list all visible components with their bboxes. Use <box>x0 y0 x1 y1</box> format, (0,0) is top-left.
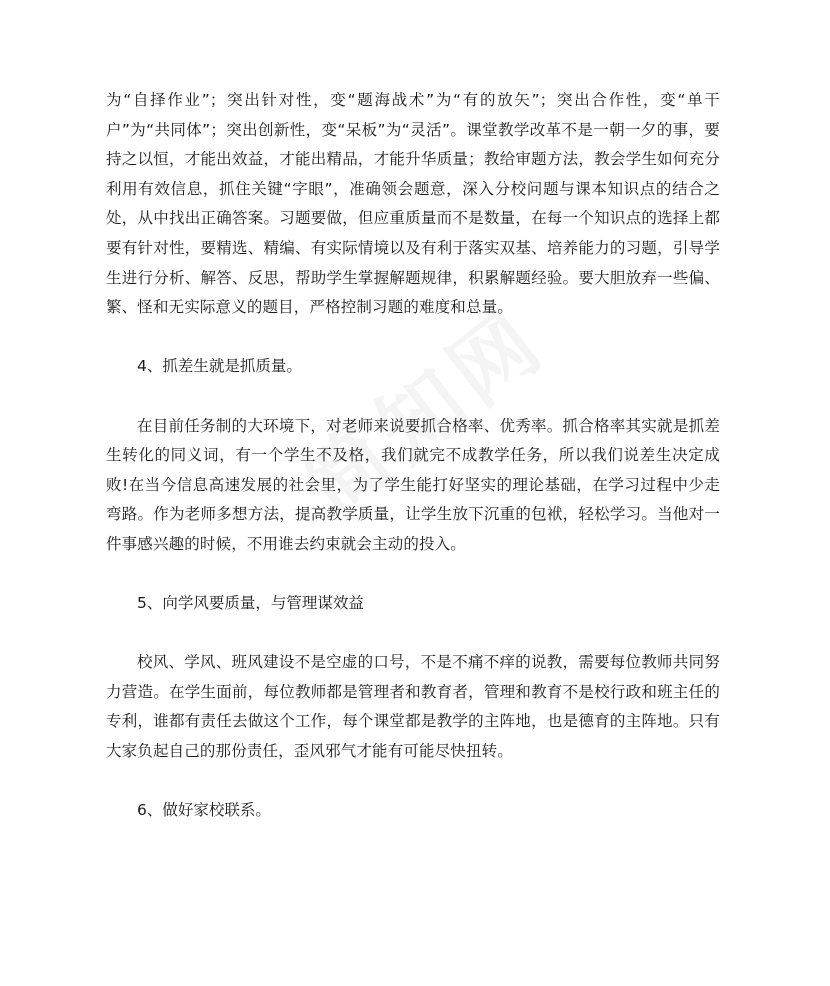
paragraph-weak-students: 在目前任务制的大环境下，对老师来说要抓合格率、优秀率。抓合格率其实就是抓差生转化的同义词，有一个学生不及格，我们就完不成教学任务，所以我们说差生决定成败!在当今信息高速发展的社会里，为了学生能打好坚实的理论基础，在学习过程中少走弯路。作为老师多想方法，提高教学质量，让学生放下沉重的包袱，轻松学习。当他对一件事感兴趣的时候，不用谁去约束就会主动的投入。 <box>106 416 720 553</box>
paragraph-school-atmosphere: 校风、学风、班风建设不是空虚的口号，不是不痛不痒的说教，需要每位教师共同努力营造。在学生面前，每位教师都是管理者和教育者，管理和教育不是校行政和班主任的专利，谁都有责任去做这个工作，每个课堂都是教学的主阵地，也是德育的主阵地。只有大家负起自己的那份责任，歪风邪气才能有可能尽快扭转。 <box>106 653 720 761</box>
paragraph-spacer <box>106 323 720 353</box>
section-heading-4: 4、抓差生就是抓质量。 <box>137 357 302 376</box>
paragraph-spacer <box>106 619 720 649</box>
section-heading-6: 6、做好家校联系。 <box>137 801 271 820</box>
paragraph-spacer <box>106 767 720 797</box>
paragraph-homework-reform: 为“自择作业”；突出针对性，变“题海战术”为“有的放矢”；突出合作性，变“单干户”为“共同体”；突出创新性，变“呆板”为“灵活”。课堂教学改革不是一朝一夕的事，要持之以恒，才能出效益，才能出精品，才能升华质量；教给审题方法，教会学生如何充分利用有效信息，抓住关键“字眼”，准确领会题意，深入分校问题与课本知识点的结合之处，从中找出正确答案。习题要做，但应重质量而不是数量，在每一个知识点的选择上都要有针对性，要精选、精编、有实际情境以及有利于落实双基、培养能力的习题，引导学生进行分析、解答、反思，帮助学生掌握解题规律，积累解题经验。要大胆放弃一些偏、繁、怪和无实际意义的题目，严格控制习题的难度和总量。 <box>106 91 720 317</box>
section-heading-5: 5、向学风要质量，与管理谋效益 <box>137 594 364 613</box>
paragraph-spacer <box>106 560 720 590</box>
paragraph-spacer <box>106 382 720 412</box>
document-body <box>106 86 720 826</box>
